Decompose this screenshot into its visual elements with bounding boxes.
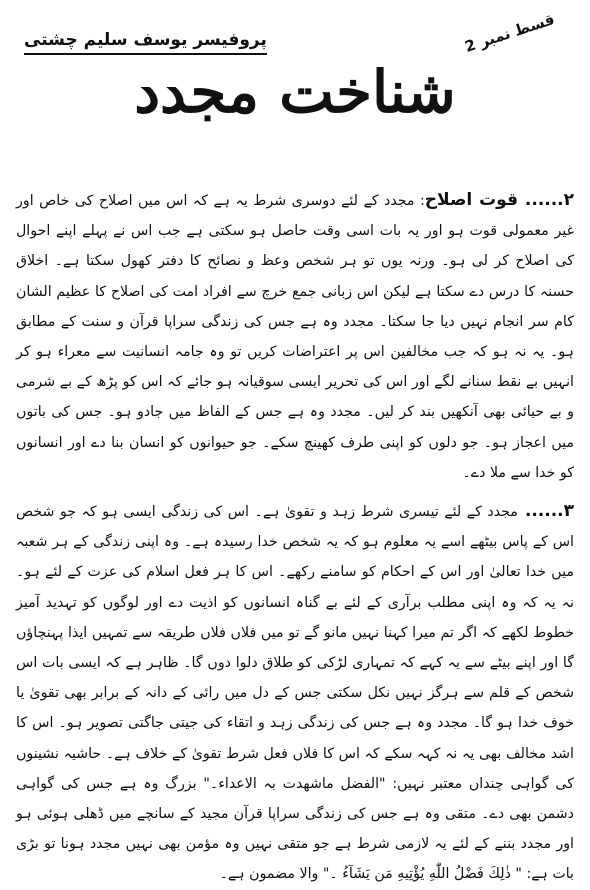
paragraph-piety: [16, 496, 574, 890]
series-label: قسط نمبر 2: [462, 10, 557, 56]
article-header: [16, 10, 574, 185]
paragraph-heading: ۲...... قوت اصلاح: [424, 190, 574, 210]
author-name: پروفیسر یوسف سلیم چشتی: [24, 30, 267, 55]
paragraph-reform-strength: [16, 185, 574, 488]
article-body: [16, 185, 574, 890]
paragraph-text: مجدد کے لئے تیسری شرط زہد و تقویٰ ہے۔ اس کی زندگی ایسی ہو کہ جو شخص اس کے پاس بیٹھے اسے یہ معلوم ہو کہ یہ شخص خدا رسیدہ ہے۔ وہ اپنی زندگی کے ہر شعبہ میں خدا تعالیٰ اور اس کے احکام کو سامنے رکھے۔ اس کا ہر فعل اسلام کی عزت کے لئے ہو۔ نہ یہ کہ وہ اپنی مطلب برآری کے لئے بے گناہ انسانوں کو اذیت دے اور لوگوں کو تہدید آمیز خطوط لکھے کہ اگر تم میرا کہنا نہیں مانو گے تو میں فلاں فلاں طریقہ سے تمہیں ایذا پہنچاؤں گا اور اپنے بیٹے سے یہ کہے کہ تمہاری لڑکی کو طلاق دلوا دوں گا۔ ظاہر ہے کہ ایسی بات اس شخص کے قلم سے ہرگز نہیں نکل سکتی جس کے دل میں رائی کے دانہ کے برابر بھی تقویٰ یا خوف خدا ہو گا۔ مجدد وہ ہے جس کی زندگی زہد و اتقاء کی جیتی جاگتی تصویر ہو۔ اس کا اشد مخالف بھی یہ نہ کہہ سکے کہ اس کا فلاں فعل شرط تقویٰ کے خلاف ہے۔ حاشیہ نشینوں کی گواہی چنداں معتبر نہیں: "الفضل ماشھدت بہ الاعداء۔" بزرگ وہ ہے جس کی گواہی دشمن بھی دے۔ متقی وہ ہے جس کی زندگی سراپا قرآن مجید کے سانچے میں ڈھلی ہوئی ہو اور مجدد بننے کے لئے یہ لازمی شرط ہے جو متقی نہیں وہ مؤمن بھی نہیں مجدد ہونا تو بڑی بات ہے: " ذٰلِكَ فَضْلُ اللّٰهِ يُؤْتِيهِ مَن يَشَآءُ ۔" والا مضمون ہے۔: [16, 504, 574, 883]
paragraph-text: : مجدد کے لئے دوسری شرط یہ ہے کہ اس میں اصلاح کی خاص اور غیر معمولی قوت ہو اور یہ بات اسی وقت حاصل ہو سکتی ہے جب اس نے پہلے اپنے احوال کی اصلاح کر لی ہو۔ ورنہ یوں تو ہر شخص وعظ و نصائح کا دفتر کھول سکتا ہے۔ اخلاق حسنہ کا درس دے سکتا ہے لیکن اس زبانی جمع خرچ سے افراد امت کی اصلاح کا عظیم الشان کام سر انجام نہیں دیا جا سکتا۔ مجدد وہ ہے جس کی زندگی سراپا قرآن و سنت کے مطابق ہو۔ یہ نہ ہو کہ جب مخالفین اس پر اعتراضات کریں تو وہ جامہ انسانیت سے معراء ہو کر انہیں بے نقط سنانے لگے اور اس کی تحریر ایسی سوقیانہ ہو جائے کہ اس کو پڑھ کے بے شرمی و بے حیائی بھی آنکھیں بند کر لیں۔ مجدد وہ ہے جس کے الفاظ میں جادو ہو۔ جس کی باتوں میں اعجاز ہو۔ جو دلوں کو اپنی طرف کھینچ سکے۔ جو حیوانوں کو انسان بنا دے اور انسانوں کو خدا سے ملا دے۔: [16, 193, 574, 481]
article-title: شناخت مجدد: [134, 58, 456, 126]
paragraph-heading: ۳......: [517, 501, 575, 522]
